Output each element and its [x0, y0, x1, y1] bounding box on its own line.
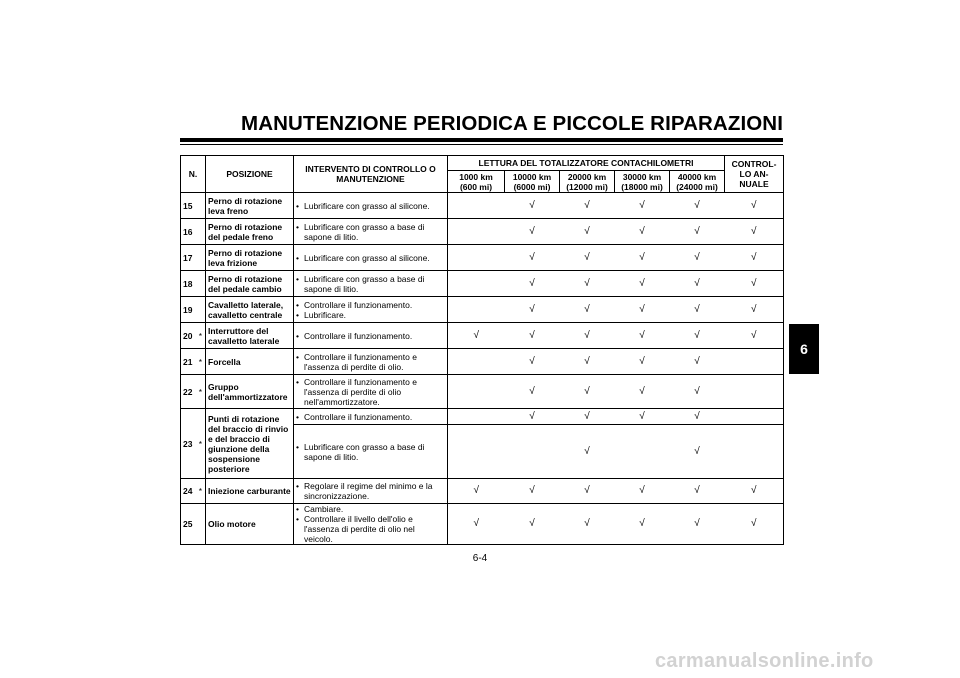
- action-item: • Controllare il funzionamento e l'assenza di perdite di olio.: [296, 352, 445, 372]
- action-item: • Lubrificare con grasso al silicone.: [296, 253, 445, 263]
- annual-check-cell: [725, 409, 784, 425]
- interval-km: 30000 km: [622, 171, 662, 182]
- check-mark: √: [584, 251, 590, 263]
- check-mark: √: [529, 410, 535, 422]
- header-odometer: LETTURA DEL TOTALIZZATORE CONTACHILOMETRI: [448, 156, 725, 171]
- row-number: [181, 219, 206, 245]
- check-mark: √: [694, 277, 700, 289]
- row-position: Cavalletto laterale, cavalletto centrale: [206, 297, 294, 323]
- row-number: [181, 504, 206, 545]
- interval-check-cell: [670, 271, 725, 297]
- row-number-text: 15: [183, 200, 193, 211]
- interval-check-cell: [505, 193, 560, 219]
- check-mark: √: [694, 355, 700, 367]
- table-row: [181, 409, 784, 425]
- row-number-text: 21: [183, 356, 193, 367]
- row-number: [181, 323, 206, 349]
- header-action: INTERVENTO DI CONTROLLO O MANUTENZIONE: [294, 156, 448, 193]
- row-position: Gruppo dell'ammortizzatore: [206, 375, 294, 409]
- interval-check-cell: [615, 349, 670, 375]
- action-item: • Lubrificare con grasso a base di sapone di litio.: [296, 222, 445, 242]
- interval-check-cell: [448, 425, 505, 479]
- check-mark: √: [694, 303, 700, 315]
- action-item: • Cambiare.: [296, 504, 445, 514]
- header-num: N.: [181, 156, 206, 193]
- interval-check-cell: [560, 504, 615, 545]
- check-mark: √: [584, 303, 590, 315]
- check-mark: √: [584, 225, 590, 237]
- check-mark: √: [639, 355, 645, 367]
- check-mark: √: [694, 329, 700, 341]
- check-mark: √: [529, 485, 535, 496]
- check-mark: √: [751, 518, 757, 529]
- action-item: • Lubrificare con grasso al silicone.: [296, 201, 445, 211]
- annual-check-cell: [725, 245, 784, 271]
- check-mark: √: [639, 410, 645, 422]
- interval-check-cell: [448, 271, 505, 297]
- annual-check-cell: [725, 425, 784, 479]
- check-mark: √: [473, 485, 479, 496]
- interval-check-cell: [505, 245, 560, 271]
- interval-check-cell: [560, 271, 615, 297]
- check-mark: √: [529, 329, 535, 341]
- interval-mi: (12000 mi): [566, 181, 608, 192]
- check-mark: √: [694, 485, 700, 496]
- page-title: MANUTENZIONE PERIODICA E PICCOLE RIPARAZIONI: [241, 112, 783, 135]
- check-mark: √: [639, 303, 645, 315]
- interval-check-cell: [615, 425, 670, 479]
- row-action: [294, 323, 448, 349]
- annual-check-cell: [725, 193, 784, 219]
- interval-check-cell: [670, 425, 725, 479]
- row-action: [294, 245, 448, 271]
- interval-check-cell: [615, 193, 670, 219]
- interval-check-cell: [448, 479, 505, 504]
- interval-check-cell: [560, 479, 615, 504]
- interval-check-cell: [505, 425, 560, 479]
- check-mark: √: [529, 225, 535, 237]
- interval-check-cell: [448, 323, 505, 349]
- check-mark: √: [639, 277, 645, 289]
- action-item: • Lubrificare con grasso a base di sapone di litio.: [296, 274, 445, 294]
- interval-mi: (18000 mi): [621, 181, 663, 192]
- row-number-text: 16: [183, 226, 193, 237]
- footer-watermark[interactable]: carmanualsonline.info: [655, 650, 874, 672]
- check-mark: √: [694, 518, 700, 529]
- interval-check-cell: [448, 375, 505, 409]
- check-mark: √: [639, 329, 645, 341]
- check-mark: √: [584, 385, 590, 397]
- interval-check-cell: [670, 375, 725, 409]
- interval-check-cell: [670, 245, 725, 271]
- row-number: [181, 409, 206, 479]
- action-item: • Controllare il funzionamento e l'assenza di perdite di olio nell'ammortizzatore.: [296, 377, 445, 407]
- check-mark: √: [529, 303, 535, 315]
- interval-check-cell: [505, 479, 560, 504]
- header-interval: [560, 171, 615, 193]
- check-mark: √: [584, 410, 590, 422]
- check-mark: √: [751, 251, 757, 263]
- page-number: 6-4: [472, 553, 488, 564]
- interval-check-cell: [615, 297, 670, 323]
- interval-km: 10000 km: [512, 171, 552, 182]
- check-mark: √: [694, 225, 700, 237]
- interval-check-cell: [670, 297, 725, 323]
- interval-check-cell: [615, 245, 670, 271]
- annual-check-cell: [725, 297, 784, 323]
- check-mark: √: [473, 518, 479, 529]
- row-action: [294, 409, 448, 425]
- row-number-text: 19: [183, 304, 193, 315]
- check-mark: √: [751, 277, 757, 289]
- interval-check-cell: [505, 297, 560, 323]
- row-position: Perno di rotazione del pedale cambio: [206, 271, 294, 297]
- title-rule-thick: [180, 138, 783, 142]
- interval-check-cell: [505, 219, 560, 245]
- check-mark: √: [639, 485, 645, 496]
- interval-check-cell: [560, 219, 615, 245]
- interval-check-cell: [560, 245, 615, 271]
- check-mark: √: [694, 445, 700, 457]
- header-position: POSIZIONE: [206, 156, 294, 193]
- table-row: [181, 271, 784, 297]
- row-position: Interruttore del cavalletto laterale: [206, 323, 294, 349]
- action-item: • Lubrificare.: [296, 310, 445, 320]
- annual-check-cell: [725, 323, 784, 349]
- row-action: [294, 219, 448, 245]
- interval-check-cell: [615, 409, 670, 425]
- interval-km: 20000 km: [567, 171, 607, 182]
- check-mark: √: [639, 199, 645, 211]
- check-mark: √: [584, 277, 590, 289]
- row-action: [294, 375, 448, 409]
- annual-check-cell: [725, 219, 784, 245]
- check-mark: √: [751, 225, 757, 237]
- row-number-text: 18: [183, 278, 193, 289]
- check-mark: √: [529, 199, 535, 211]
- interval-check-cell: [615, 271, 670, 297]
- interval-check-cell: [670, 479, 725, 504]
- title-rule-thin: [180, 144, 783, 145]
- check-mark: √: [584, 518, 590, 529]
- annual-check-cell: [725, 479, 784, 504]
- row-number-text: 22: [183, 386, 193, 397]
- interval-km: 1000 km: [459, 171, 493, 182]
- interval-check-cell: [560, 409, 615, 425]
- action-item: • Controllare il funzionamento.: [296, 331, 445, 341]
- check-mark: √: [639, 518, 645, 529]
- check-mark: √: [751, 485, 757, 496]
- annual-check-cell: [725, 504, 784, 545]
- interval-km: 40000 km: [677, 171, 717, 182]
- check-mark: √: [639, 225, 645, 237]
- check-mark: √: [584, 199, 590, 211]
- row-action: [294, 193, 448, 219]
- row-number: [181, 271, 206, 297]
- interval-mi: (24000 mi): [676, 181, 718, 192]
- maintenance-table: [180, 155, 784, 545]
- table-row: [181, 297, 784, 323]
- interval-check-cell: [670, 219, 725, 245]
- action-item: • Controllare il funzionamento.: [296, 412, 445, 422]
- row-number: [181, 193, 206, 219]
- row-position: Iniezione carburante: [206, 479, 294, 504]
- check-mark: √: [751, 199, 757, 211]
- interval-check-cell: [615, 219, 670, 245]
- check-mark: √: [639, 385, 645, 397]
- interval-check-cell: [670, 349, 725, 375]
- section-tab[interactable]: 6: [789, 324, 819, 374]
- check-mark: √: [584, 485, 590, 496]
- check-mark: √: [529, 251, 535, 263]
- check-mark: √: [473, 329, 479, 341]
- action-item: • Regolare il regime del minimo e la sincronizzazione.: [296, 481, 445, 501]
- header-interval: [670, 171, 725, 193]
- table-row: [181, 479, 784, 504]
- interval-check-cell: [670, 504, 725, 545]
- interval-check-cell: [448, 219, 505, 245]
- interval-check-cell: [448, 297, 505, 323]
- interval-check-cell: [448, 349, 505, 375]
- check-mark: √: [694, 410, 700, 422]
- check-mark: √: [639, 251, 645, 263]
- interval-check-cell: [505, 349, 560, 375]
- row-number: [181, 349, 206, 375]
- check-mark: √: [529, 355, 535, 367]
- row-position: Olio motore: [206, 504, 294, 545]
- asterisk-mark: *: [198, 356, 202, 367]
- table-row: [181, 245, 784, 271]
- check-mark: √: [584, 355, 590, 367]
- table-row: [181, 323, 784, 349]
- interval-check-cell: [448, 193, 505, 219]
- action-item: • Controllare il livello dell'olio e l'assenza di perdite di olio nel veicolo.: [296, 514, 445, 544]
- row-action: [294, 479, 448, 504]
- row-position: Forcella: [206, 349, 294, 375]
- interval-check-cell: [560, 425, 615, 479]
- row-position: Perno di rotazione del pedale freno: [206, 219, 294, 245]
- interval-check-cell: [560, 375, 615, 409]
- row-position: Perno di rotazione leva freno: [206, 193, 294, 219]
- row-number: [181, 297, 206, 323]
- check-mark: √: [694, 251, 700, 263]
- table-row: [181, 349, 784, 375]
- row-number: [181, 479, 206, 504]
- interval-check-cell: [505, 375, 560, 409]
- table-row: [181, 375, 784, 409]
- check-mark: √: [751, 329, 757, 341]
- row-number-text: 23: [183, 438, 193, 449]
- interval-check-cell: [505, 271, 560, 297]
- annual-check-cell: [725, 349, 784, 375]
- interval-check-cell: [670, 323, 725, 349]
- interval-check-cell: [560, 297, 615, 323]
- interval-mi: (6000 mi): [513, 181, 551, 192]
- interval-check-cell: [448, 504, 505, 545]
- table-row: [181, 219, 784, 245]
- check-mark: √: [584, 329, 590, 341]
- interval-check-cell: [505, 504, 560, 545]
- action-item: • Lubrificare con grasso a base di sapone di litio.: [296, 442, 445, 462]
- interval-check-cell: [505, 323, 560, 349]
- check-mark: √: [529, 385, 535, 397]
- header-interval: [615, 171, 670, 193]
- interval-check-cell: [670, 409, 725, 425]
- row-number-text: 20: [183, 330, 193, 341]
- row-number-text: 24: [183, 486, 193, 496]
- row-action: [294, 271, 448, 297]
- row-number-text: 25: [183, 519, 193, 529]
- check-mark: √: [529, 277, 535, 289]
- interval-check-cell: [615, 323, 670, 349]
- check-mark: √: [694, 385, 700, 397]
- interval-check-cell: [615, 375, 670, 409]
- row-number-text: 17: [183, 252, 193, 263]
- interval-check-cell: [560, 349, 615, 375]
- row-position: Perno di rotazione leva frizione: [206, 245, 294, 271]
- row-number: [181, 375, 206, 409]
- check-mark: √: [584, 445, 590, 457]
- row-action: [294, 349, 448, 375]
- interval-check-cell: [448, 245, 505, 271]
- interval-check-cell: [560, 323, 615, 349]
- asterisk-mark: *: [198, 486, 202, 496]
- asterisk-mark: *: [198, 330, 202, 341]
- check-mark: √: [694, 199, 700, 211]
- interval-check-cell: [560, 193, 615, 219]
- interval-check-cell: [448, 409, 505, 425]
- interval-check-cell: [615, 504, 670, 545]
- interval-check-cell: [615, 479, 670, 504]
- interval-check-cell: [505, 409, 560, 425]
- table-row: [181, 193, 784, 219]
- row-action: [294, 504, 448, 545]
- header-interval: [448, 171, 505, 193]
- header-annual: CONTROL-LO AN-NUALE: [725, 156, 784, 193]
- annual-check-cell: [725, 271, 784, 297]
- row-number: [181, 245, 206, 271]
- row-position: Punti di rotazione del braccio di rinvio e del braccio di giunzione della sospensione posteriore: [206, 409, 294, 479]
- table-row: [181, 504, 784, 545]
- check-mark: √: [529, 518, 535, 529]
- header-interval: [505, 171, 560, 193]
- row-action: [294, 297, 448, 323]
- action-item: • Controllare il funzionamento.: [296, 300, 445, 310]
- interval-check-cell: [670, 193, 725, 219]
- interval-mi: (600 mi): [459, 181, 493, 192]
- asterisk-mark: *: [198, 386, 202, 397]
- row-action: [294, 425, 448, 479]
- annual-check-cell: [725, 375, 784, 409]
- check-mark: √: [751, 303, 757, 315]
- asterisk-mark: *: [198, 438, 202, 449]
